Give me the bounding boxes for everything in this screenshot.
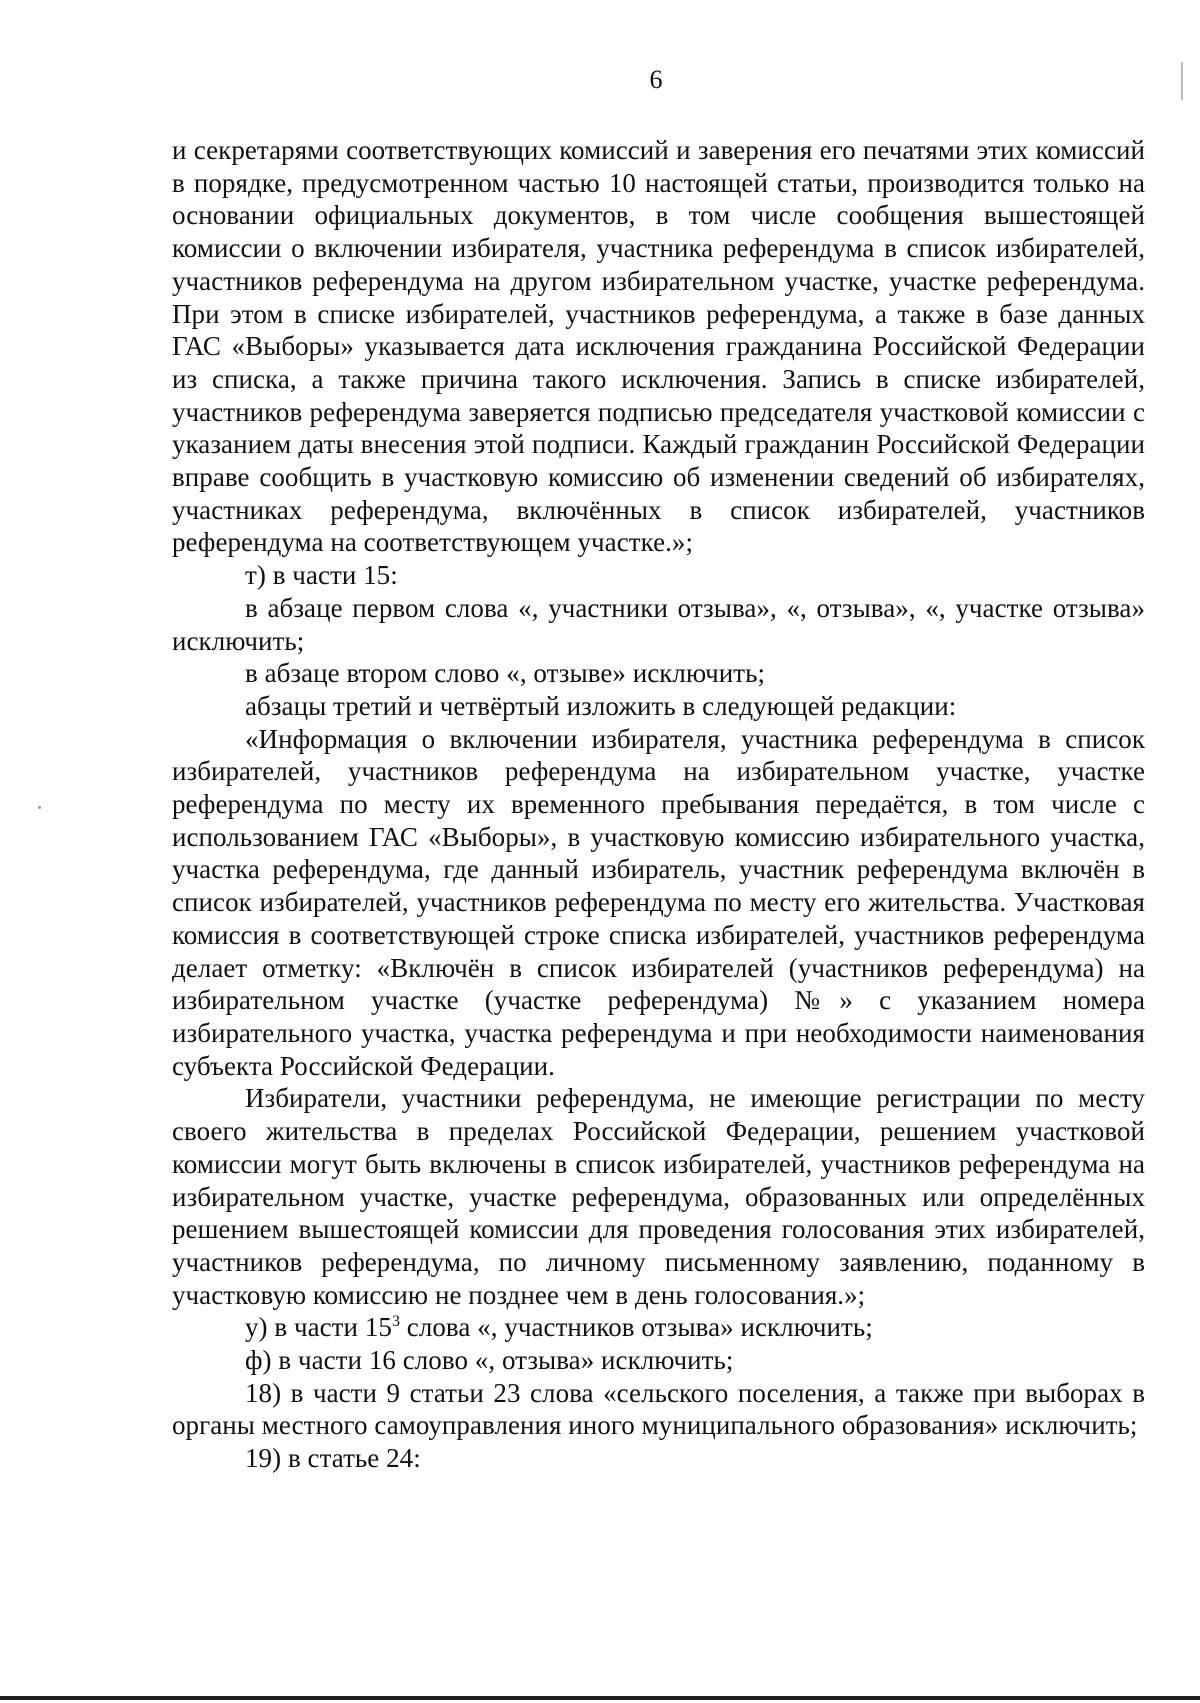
paragraph-first-abzac: в абзаце первом слова «, участники отзыва», «, отзыва», «, участке отзыва» исключить; (172, 592, 1145, 656)
item-u-text-end: слова «, участников отзыва» исключить; (400, 1312, 873, 1343)
document-body (172, 134, 1145, 1475)
paragraph-item-19: 19) в статье 24: (245, 1443, 421, 1474)
bottom-scan-border (0, 1696, 1200, 1700)
paragraph-second-abzac: в абзаце втором слово «, отзыве» исключить; (245, 658, 766, 689)
item-u-superscript: 3 (391, 1313, 400, 1331)
scan-speck (38, 806, 41, 809)
paragraph-third-fourth-abzac: абзацы третий и четвёртый изложить в следующей редакции: (245, 690, 957, 721)
paragraph-item-f: ф) в части 16 слово «, отзыва» исключить; (245, 1345, 734, 1376)
page-number: 6 (649, 65, 663, 94)
item-u-text: у) в части 15 (245, 1312, 392, 1343)
paragraph-item-18: 18) в части 9 статьи 23 слова «сельского поселения, а также при выборах в органы местного самоуправления иного муниципального образования» исключить; (172, 1377, 1145, 1441)
paragraph-quote-voters: Избиратели, участники референдума, не имеющие регистрации по месту своего жительства в пределах Российской Федерации, решением участковой комиссии могут быть включены в список избирателей, участников референдума на избирательном участке, участке референдума, образованных или определённых решением вышестоящей комиссии для проведения голосования этих избирателей, участников референдума, по личному письменному заявлению, поданному в участковую комиссию не позднее чем в день голосования.»; (172, 1083, 1145, 1310)
paragraph-quote-information: «Информация о включении избирателя, участника референдума в список избирателей, участников референдума на избирательном участке, участке референдума по месту их временного пребывания передаётся, в том числе с использованием ГАС «Выборы», в участковую комиссию избирательного участка, участка референдума, где данный избиратель, участник референдума включён в список избирателей, участников референдума по месту его жительства. Участковая комиссия в соответствующей строке списка избирателей, участников референдума делает отметку: «Включён в список избирателей (участников референдума) на избирательном участке (участке референдума) №» с указанием номера избирательного участка, участка референдума и при необходимости наименования субъекта Российской Федерации. (172, 723, 1145, 1081)
paragraph-continuation: и секретарями соответствующих комиссий и заверения его печатями этих комиссий в порядке, предусмотренном частью 10 настоящей статьи, производится только на основании официальных документов, в том числе сообщения вышестоящей комиссии о включении избирателя, участника референдума в список избирателей, участников референдума на другом избирательном участке, участке референдума. При этом в списке избирателей, участников референдума, а также в базе данных ГАС «Выборы» указывается дата исключения гражданина Российской Федерации из списка, а также причина такого исключения. Запись в списке избирателей, участников референдума заверяется подписью председателя участковой комиссии с указанием даты внесения этой подписи. Каждый гражданин Российской Федерации вправе сообщить в участковую комиссию об изменении сведений об избирателях, участниках референдума, включённых в список избирателей, участников референдума на соответствующем участке.»; (172, 135, 1145, 558)
paragraph-item-u (172, 1311, 1145, 1344)
paragraph-item-t: т) в части 15: (245, 560, 398, 591)
